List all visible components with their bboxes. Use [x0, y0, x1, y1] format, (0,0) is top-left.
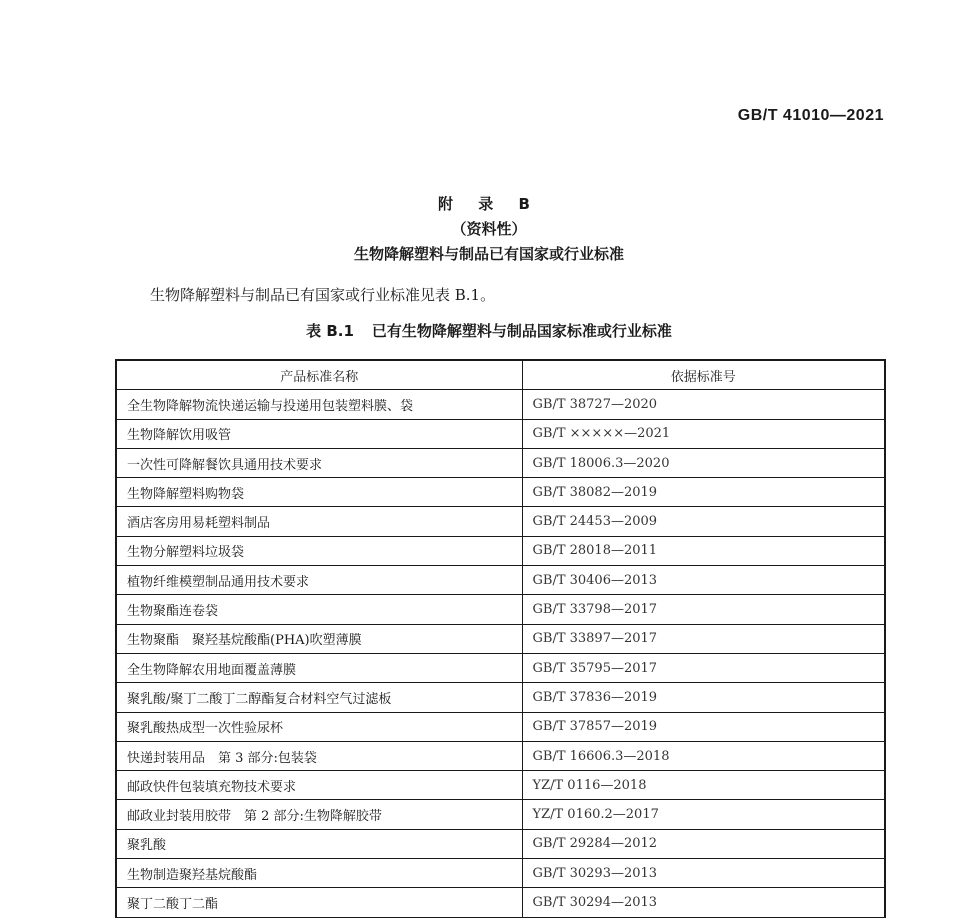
standard-name-cell: 聚丁二酸丁二酯 [116, 888, 522, 917]
table-row [116, 566, 885, 595]
standard-name-cell: 生物聚酯连卷袋 [116, 595, 522, 624]
standard-code-cell: GB/T 37857—2019 [522, 712, 885, 741]
standard-name-cell: 生物降解饮用吸管 [116, 419, 522, 448]
table-row [116, 448, 885, 477]
table-row [116, 653, 885, 682]
standard-name-cell: 全生物降解物流快递运输与投递用包装塑料膜、袋 [116, 390, 522, 419]
standard-code-cell: GB/T 16606.3—2018 [522, 741, 885, 770]
table-row [116, 595, 885, 624]
table-row [116, 624, 885, 653]
standard-name-cell: 生物聚酯 聚羟基烷酸酯(PHA)吹塑薄膜 [116, 624, 522, 653]
standard-name-cell: 植物纤维模塑制品通用技术要求 [116, 566, 522, 595]
standard-code-cell: GB/T 38727—2020 [522, 390, 885, 419]
table-row [116, 741, 885, 770]
standard-code-cell: GB/T 24453—2009 [522, 507, 885, 536]
appendix-nature: （资料性） [451, 220, 527, 238]
table-row [116, 683, 885, 712]
table-body [116, 390, 885, 917]
standard-code-cell: GB/T 37836—2019 [522, 683, 885, 712]
standard-name-cell: 聚乳酸 [116, 829, 522, 858]
standard-name-cell: 全生物降解农用地面覆盖薄膜 [116, 653, 522, 682]
column-header-name: 产品标准名称 [116, 360, 522, 390]
table-row [116, 390, 885, 419]
standard-code-cell: GB/T 30406—2013 [522, 566, 885, 595]
intro-paragraph: 生物降解塑料与制品已有国家或行业标准见表 B.1。 [150, 286, 496, 304]
table-row [116, 536, 885, 565]
standard-code-cell: GB/T 30293—2013 [522, 859, 885, 888]
standard-name-cell: 生物分解塑料垃圾袋 [116, 536, 522, 565]
table-row [116, 888, 885, 917]
table-caption-number: 表 B.1 [306, 322, 354, 340]
standard-name-cell: 邮政业封装用胶带 第 2 部分:生物降解胶带 [116, 800, 522, 829]
table-row [116, 829, 885, 858]
table-row [116, 771, 885, 800]
standard-name-cell: 生物制造聚羟基烷酸酯 [116, 859, 522, 888]
standard-code-cell: GB/T 30294—2013 [522, 888, 885, 917]
table-caption-title: 已有生物降解塑料与制品国家标准或行业标准 [371, 322, 672, 340]
table-caption [0, 320, 978, 341]
appendix-label: 附 录 B [438, 195, 540, 213]
standard-name-cell: 酒店客房用易耗塑料制品 [116, 507, 522, 536]
standard-code-cell: GB/T 28018—2011 [522, 536, 885, 565]
standard-code-cell: GB/T 33798—2017 [522, 595, 885, 624]
standards-table [115, 359, 886, 918]
column-header-code: 依据标准号 [522, 360, 885, 390]
standard-code-cell: YZ/T 0160.2—2017 [522, 800, 885, 829]
standard-name-cell: 一次性可降解餐饮具通用技术要求 [116, 448, 522, 477]
table-row [116, 800, 885, 829]
standard-code-cell: GB/T 38082—2019 [522, 478, 885, 507]
standard-number: GB/T 41010—2021 [737, 107, 884, 124]
table-row [116, 419, 885, 448]
standard-name-cell: 邮政快件包装填充物技术要求 [116, 771, 522, 800]
table-row [116, 478, 885, 507]
standard-code-cell: GB/T ×××××—2021 [522, 419, 885, 448]
standard-code-cell: GB/T 35795—2017 [522, 653, 885, 682]
standard-name-cell: 生物降解塑料购物袋 [116, 478, 522, 507]
standard-code-cell: GB/T 33897—2017 [522, 624, 885, 653]
standard-name-cell: 快递封装用品 第 3 部分:包装袋 [116, 741, 522, 770]
table-row [116, 712, 885, 741]
standard-name-cell: 聚乳酸/聚丁二酸丁二醇酯复合材料空气过滤板 [116, 683, 522, 712]
standard-code-cell: YZ/T 0116—2018 [522, 771, 885, 800]
table-header-row [116, 360, 885, 390]
standard-code-cell: GB/T 18006.3—2020 [522, 448, 885, 477]
appendix-heading: 生物降解塑料与制品已有国家或行业标准 [353, 245, 624, 263]
standard-name-cell: 聚乳酸热成型一次性验尿杯 [116, 712, 522, 741]
table-row [116, 859, 885, 888]
standard-code-cell: GB/T 29284—2012 [522, 829, 885, 858]
table-row [116, 507, 885, 536]
